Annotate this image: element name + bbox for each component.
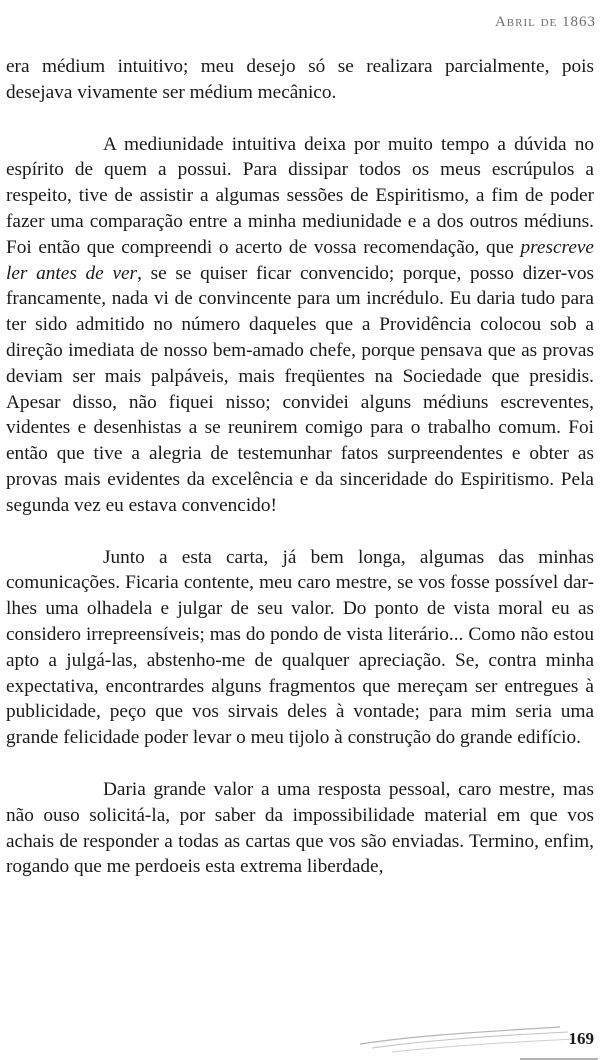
paragraph	[6, 54, 594, 106]
swoosh-ornament-icon	[0, 1018, 602, 1060]
paragraph	[6, 545, 594, 751]
text-segment: Daria grande valor a uma resposta pessoal, caro mestre, mas não ouso solicitá-la, por saber da impossibilidade material em que vos achais de responder a todas as cartas que vos são enviadas. Termino, enfim, rogando que me perdoeis esta extrema liberdade,	[6, 778, 594, 878]
text-segment: , se se quiser ficar convencido; porque, posso dizer-vos francamente, nada vi de convincente para um incrédulo. Eu daria tudo para ter sido admitido no número daqueles que a Providência colocou sob a direção imediata de nosso bem-amado chefe, porque pensava que as provas deviam ser mais palpáveis, mais freqüentes na Sociedade que presidis. Apesar disso, não fiquei nisso; convidei alguns médiuns escreventes, videntes e desenhistas a se reunirem comigo para o trabalho comum. Foi então que tive a alegria de testemunhar fatos surpreendentes e obter as provas mais evidentes da excelência e da sinceridade do Espiritismo. Pela segunda vez eu estava convencido!	[6, 262, 594, 516]
page-body	[6, 54, 594, 880]
running-header: Abril de 1863	[494, 14, 596, 30]
text-segment: era médium intuitivo; meu desejo só se realizara parcialmente, pois desejava vivamente ser médium mecânico.	[6, 56, 594, 103]
page-number: 169	[568, 1029, 594, 1048]
footer-ornament	[0, 1018, 602, 1060]
paragraph	[6, 132, 594, 519]
italic-phrase: prescreve ler antes de ver	[6, 236, 594, 284]
text-segment: Junto a esta carta, já bem longa, algumas das minhas comunicações. Ficaria contente, meu caro mestre, se vos fosse possível dar-lhes uma olhadela e julgar de seu valor. Do ponto de vista moral eu as considero irrepreensíveis; mas do pondo de vista literário... Como não estou apto a julgá-las, abstenho-me de qualquer apreciação. Se, contra minha expectativa, encontrardes alguns fragmentos que mereçam ser entregues à publicidade, peço que vos sirvais deles à vontade; para mim seria uma grande felicidade poder levar o meu tijolo à construção do grande edifício.	[6, 546, 594, 749]
paragraph	[6, 777, 594, 880]
text-segment: A mediunidade intuitiva deixa por muito tempo a dúvida no espírito de quem a possui. Para dissipar todos os meus escrúpulos a respeito, tive de assistir a algumas sessões de Espiritismo, a fim de poder fazer uma comparação entre a minha mediunidade e a dos outros médiuns. Foi então que compreendi o acerto de vossa recomendação, que	[6, 133, 594, 258]
